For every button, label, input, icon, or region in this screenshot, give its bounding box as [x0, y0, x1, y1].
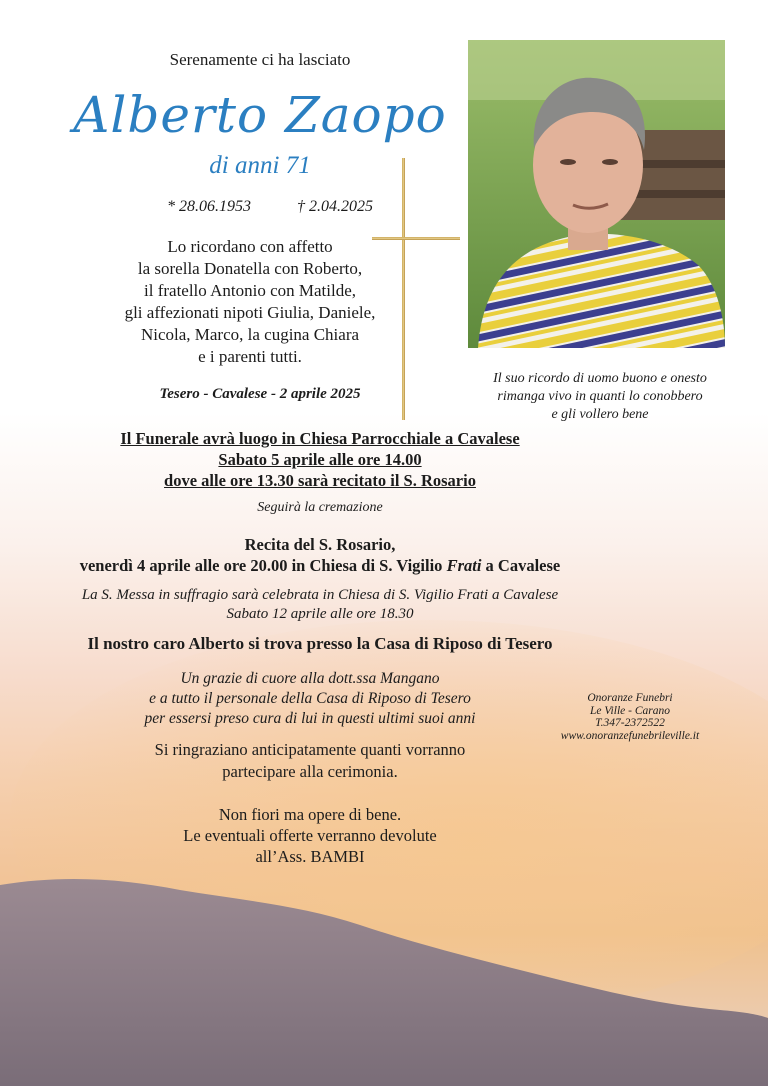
- thanks-line: per essersi preso cura di lui in questi ultimi suoi anni: [144, 710, 476, 727]
- funeral-agency: [530, 692, 730, 742]
- funeral-line: Sabato 5 aprile alle ore 14.00: [218, 450, 422, 469]
- rosary-line: Recita del S. Rosario,: [244, 535, 396, 554]
- rosary-line: [40, 555, 600, 576]
- flowers-note: [100, 804, 520, 867]
- remember-line: Lo ricordano con affetto: [167, 237, 333, 256]
- advance-thanks: [100, 739, 520, 783]
- intro-text: Serenamente ci ha lasciato: [169, 50, 351, 69]
- funeral-line: dove alle ore 13.30 sarà recitato il S. Rosario: [164, 471, 476, 490]
- remember-line: la sorella Donatella con Roberto,: [137, 259, 363, 278]
- portrait-photo: [468, 40, 725, 348]
- rosary-text: venerdì 4 aprile alle ore 20.00 in Chiesa di S. Vigilio: [79, 556, 447, 575]
- cross-icon: [402, 158, 405, 420]
- rosary-details: [40, 534, 600, 576]
- caption-line: Il suo ricordo di uomo buono e onesto: [493, 371, 707, 386]
- thanks-note: [100, 669, 520, 729]
- deceased-name: Alberto Zaopo: [73, 86, 447, 144]
- advance-thanks-line: partecipare alla cerimonia.: [222, 762, 398, 781]
- remembered-by: [100, 236, 400, 368]
- agency-website: www.onoranzefunebrileville.it: [560, 729, 700, 742]
- remember-line: Nicola, Marco, la cugina Chiara: [140, 325, 360, 344]
- thanks-line: e a tutto il personale della Casa di Riposo di Tesero: [149, 690, 471, 707]
- funeral-line: Il Funerale avrà luogo in Chiesa Parrocchiale a Cavalese: [120, 429, 520, 448]
- location-note: Il nostro caro Alberto si trova presso la Casa di Riposo di Tesero: [87, 634, 553, 653]
- mass-details: [30, 586, 610, 624]
- rosary-text-italic: Frati: [446, 556, 482, 575]
- place-date: Tesero - Cavalese - 2 aprile 2025: [159, 386, 361, 402]
- agency-location: Le Ville - Carano: [590, 704, 670, 717]
- rosary-text: a Cavalese: [481, 556, 561, 575]
- death-date: † 2.04.2025: [297, 198, 373, 215]
- mass-line: Sabato 12 aprile alle ore 18.30: [226, 606, 414, 622]
- flowers-line: all’Ass. BAMBI: [255, 847, 365, 866]
- funeral-details: [60, 428, 580, 491]
- flowers-line: Non fiori ma opere di bene.: [218, 805, 402, 824]
- cremation-note: Seguirà la cremazione: [257, 500, 383, 515]
- deceased-age: di anni 71: [209, 152, 311, 179]
- photo-caption: [455, 370, 745, 424]
- birth-date: * 28.06.1953: [167, 198, 251, 215]
- remember-line: il fratello Antonio con Matilde,: [144, 281, 356, 300]
- caption-line: rimanga vivo in quanti lo conobbero: [497, 389, 703, 404]
- caption-line: e gli vollero bene: [551, 407, 649, 422]
- mass-line: La S. Messa in suffragio sarà celebrata in Chiesa di S. Vigilio Frati a Cavalese: [81, 587, 559, 603]
- remember-line: gli affezionati nipoti Giulia, Daniele,: [124, 303, 376, 322]
- remember-line: e i parenti tutti.: [198, 347, 302, 366]
- life-dates: [140, 198, 400, 216]
- flowers-line: Le eventuali offerte verranno devolute: [183, 826, 437, 845]
- agency-phone: T.347-2372522: [595, 717, 665, 729]
- thanks-line: Un grazie di cuore alla dott.ssa Mangano: [180, 670, 440, 687]
- advance-thanks-line: Si ringraziano anticipatamente quanti vorranno: [154, 740, 466, 759]
- agency-name: Onoranze Funebri: [587, 692, 673, 704]
